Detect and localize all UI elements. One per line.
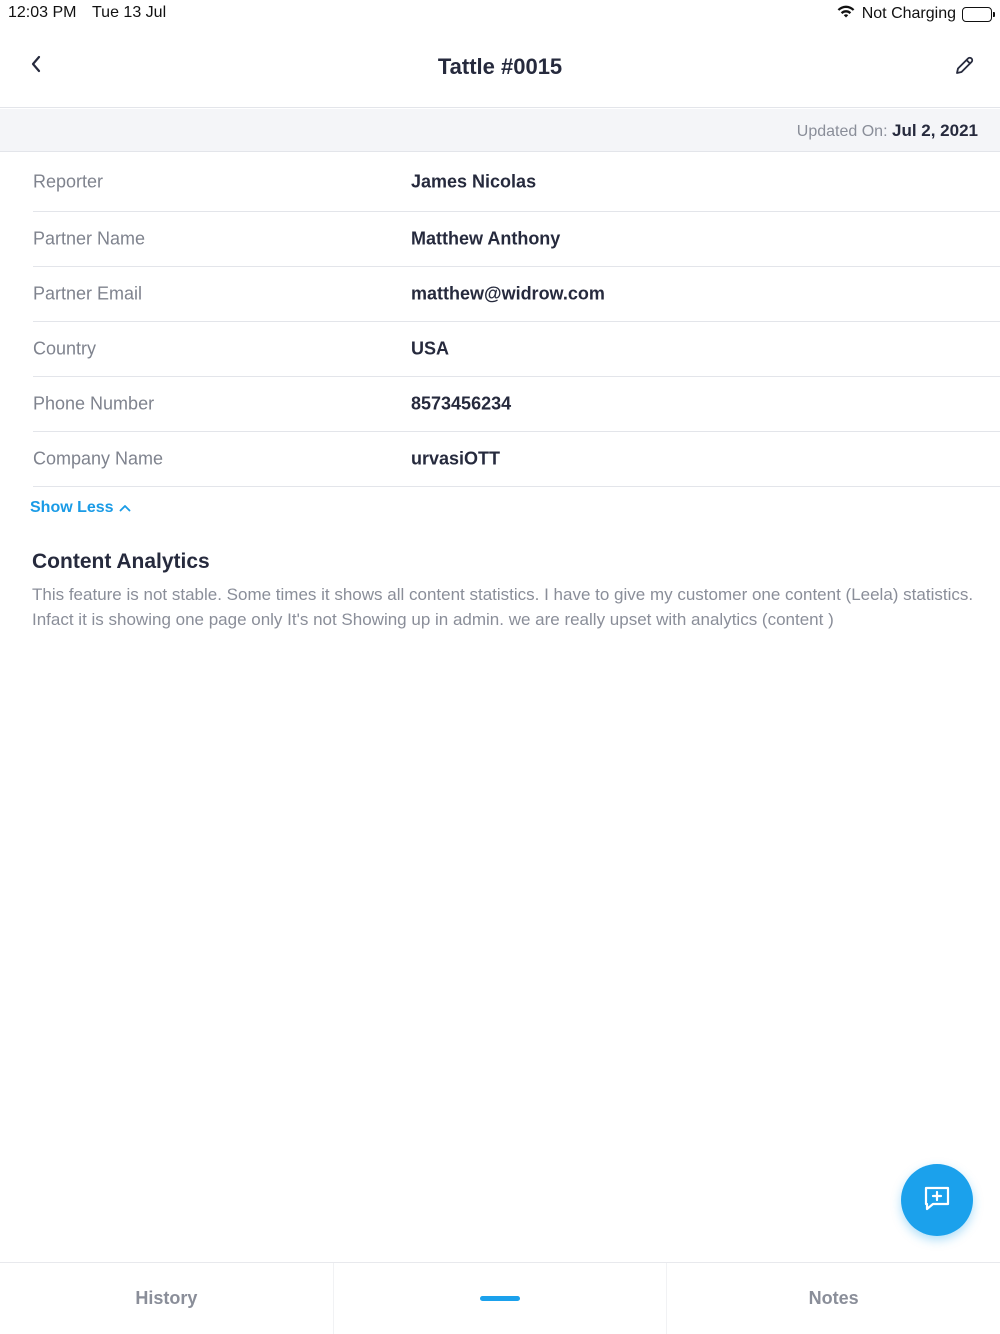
detail-label: Phone Number xyxy=(33,393,155,414)
detail-row-country xyxy=(33,322,1000,377)
detail-value: Matthew Anthony xyxy=(411,228,561,249)
detail-label: Country xyxy=(33,338,97,359)
detail-value: urvasiOTT xyxy=(411,448,501,469)
tab-history[interactable] xyxy=(0,1263,333,1334)
tab-label: History xyxy=(135,1288,198,1308)
content-description: This feature is not stable. Some times it shows all content statistics. I have to give my customer one content (Leela) statistics. Infact it is showing one page only It's not Showing up in admin. we are really upset with analytics (content ) xyxy=(32,585,974,629)
detail-value: matthew@widrow.com xyxy=(411,283,605,304)
status-bar xyxy=(0,0,1000,28)
updated-label: Updated On: xyxy=(796,123,888,140)
add-comment-icon xyxy=(922,1183,952,1218)
content-title: Content Analytics xyxy=(32,550,210,573)
active-tab-indicator xyxy=(480,1296,520,1301)
detail-label: Company Name xyxy=(33,448,164,469)
detail-label: Reporter xyxy=(33,171,104,192)
updated-date: Jul 2, 2021 xyxy=(891,121,978,140)
show-less-toggle[interactable] xyxy=(30,499,131,517)
navigation-bar xyxy=(0,28,1000,108)
detail-row-phone-number xyxy=(33,377,1000,432)
status-date: Tue 13 Jul xyxy=(92,4,167,21)
detail-value: James Nicolas xyxy=(411,171,537,192)
detail-value: USA xyxy=(411,338,450,359)
updated-info xyxy=(797,121,978,141)
details-list xyxy=(33,153,1000,487)
charging-status: Not Charging xyxy=(861,5,956,22)
tab-details[interactable] xyxy=(333,1263,667,1334)
chevron-up-icon xyxy=(119,499,131,517)
detail-row-partner-email xyxy=(33,267,1000,322)
battery-icon xyxy=(962,7,992,22)
status-indicators xyxy=(836,4,992,24)
wifi-icon xyxy=(836,4,856,24)
show-less-label: Show Less xyxy=(30,499,114,516)
detail-value: 8573456234 xyxy=(411,393,512,414)
pencil-icon xyxy=(953,55,975,82)
detail-label: Partner Email xyxy=(33,283,143,304)
page-title: Tattle #0015 xyxy=(437,54,563,79)
bottom-tab-bar xyxy=(0,1262,1000,1334)
detail-label: Partner Name xyxy=(33,228,146,249)
detail-row-reporter xyxy=(33,153,1000,212)
detail-row-partner-name xyxy=(33,212,1000,267)
edit-button[interactable] xyxy=(948,52,980,84)
tab-label: Notes xyxy=(808,1288,859,1308)
tab-notes[interactable] xyxy=(666,1263,1000,1334)
status-time: 12:03 PM xyxy=(8,4,77,21)
updated-bar xyxy=(0,109,1000,152)
detail-row-company-name xyxy=(33,432,1000,487)
add-note-button[interactable] xyxy=(901,1164,973,1236)
